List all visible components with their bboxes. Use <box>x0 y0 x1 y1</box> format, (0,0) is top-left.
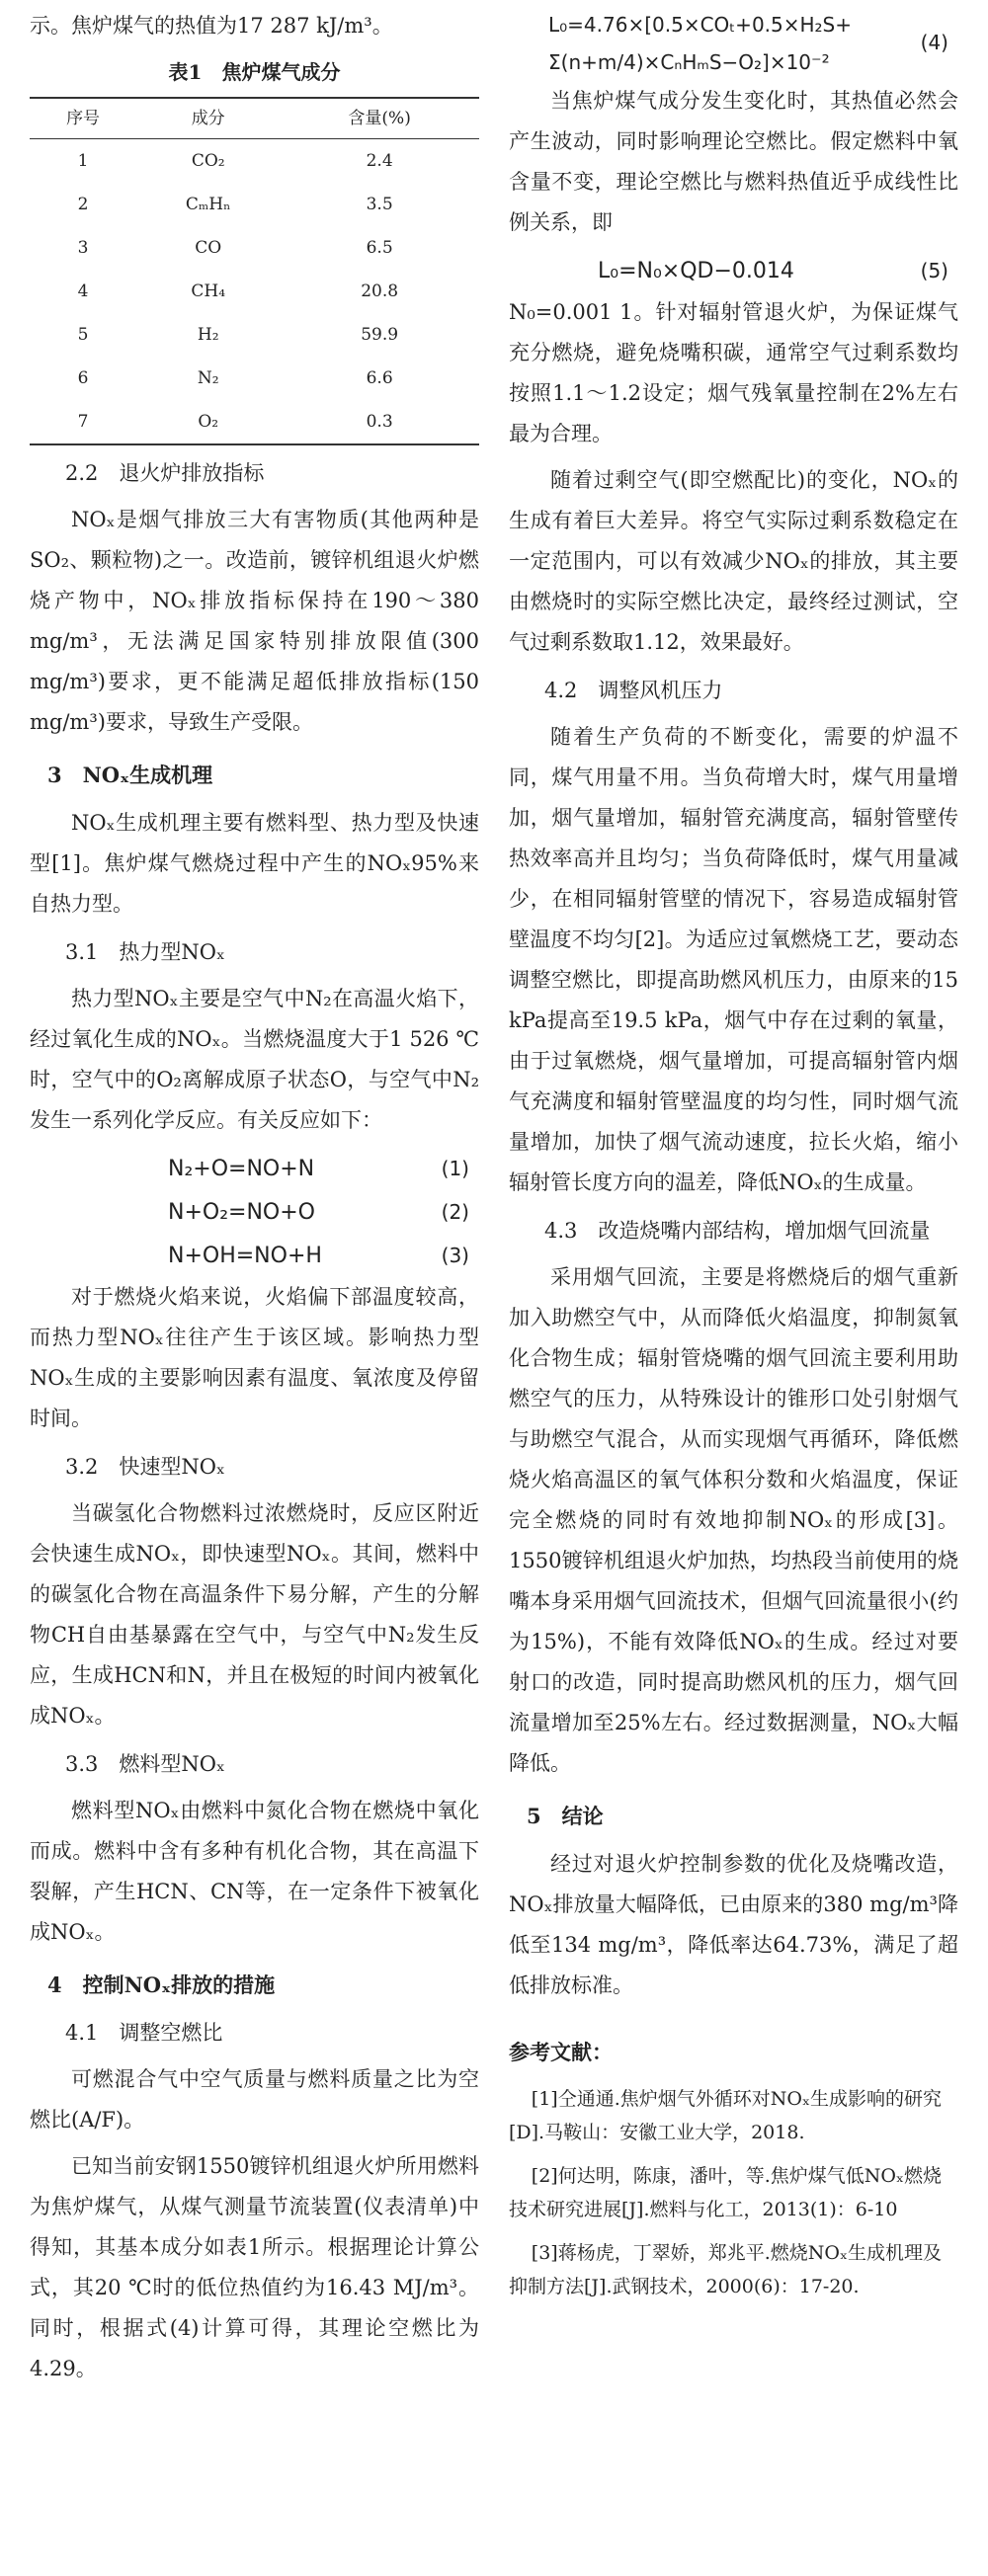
section-3-1-paragraph-2: 对于燃烧火焰来说，火焰偏下部温度较高，而热力型NOₓ往往产生于该区域。影响热力型NOₓ生成的主要影响因素有温度、氧浓度及停留时间。 <box>30 1285 479 1430</box>
equation-1-body: N₂+O=NO+N <box>168 1156 315 1181</box>
section-4-2-heading: 4.2 调整风机压力 <box>544 679 723 702</box>
table-cell: 7 <box>30 400 136 444</box>
equation-2 <box>30 1190 479 1234</box>
section-5-heading: 5 结论 <box>527 1804 604 1828</box>
right-column <box>509 6 958 2311</box>
table-cell: CO₂ <box>191 151 225 171</box>
equation-1 <box>30 1147 479 1190</box>
section-4-2-paragraph: 随着生产负荷的不断变化，需要的炉温不同，煤气用量不用。当负荷增大时，煤气用量增加，烟气量增加，辐射管充满度高，辐射管壁传热效率高并且均匀；当负荷降低时，煤气用量减少，在相同辐射管壁的情况下，容易造成辐射管壁温度不均匀[2]。为适应过氧燃烧工艺，要动态调整空燃比，即提高助燃风机压力，由原来的15 kPa提高至19.5 kPa，烟气中存在过剩的氧量，由于过氧燃烧，烟气量增加，可提高辐射管内烟气充满度和辐射管壁温度的均匀性，同时烟气流量增加，加快了烟气流动速度，拉长火焰，缩小辐射管长度方向的温差，降低NOₓ的生成量。 <box>509 725 958 1194</box>
table-header: 含量(%) <box>280 98 479 139</box>
left-column <box>30 6 479 2395</box>
table-row <box>30 270 479 313</box>
equation-3-number: (3) <box>441 1243 469 1267</box>
section-4-1-paragraph-5: 随着过剩空气(即空燃配比)的变化，NOₓ的生成有着巨大差异。将空气实际过剩系数稳定在一定范围内，可以有效减少NOₓ的排放，其主要由燃烧时的实际空燃比决定，最终经过测试，空气过剩系数取1.12，效果最好。 <box>509 468 958 654</box>
table-cell: 59.9 <box>361 325 399 345</box>
equation-2-body: N+O₂=NO+O <box>168 1199 315 1225</box>
table-cell: CₘHₙ <box>185 195 231 214</box>
intro-line: 示。焦炉煤气的热值为17 287 kJ/m³。 <box>30 14 393 38</box>
section-4-1-heading: 4.1 调整空燃比 <box>65 2021 223 2045</box>
table-cell: CH₄ <box>191 282 226 301</box>
table-cell: 6 <box>77 368 89 388</box>
section-3-2-heading: 3.2 快速型NOₓ <box>65 1455 225 1479</box>
section-4-heading: 4 控制NOₓ排放的措施 <box>47 1972 276 1997</box>
table-cell: 6.6 <box>366 368 393 388</box>
table-row <box>30 313 479 357</box>
equation-1-number: (1) <box>441 1156 469 1180</box>
equation-4-line-2: Σ(n+m/4)×CₙHₘS−O₂]×10⁻² <box>548 50 830 74</box>
reference-item: [2]何达明，陈康，潘叶，等.焦炉煤气低NOₓ燃烧技术研究进展[J].燃料与化工，2013(1)：6-10 <box>509 2165 943 2220</box>
equation-4-line-1: L₀=4.76×[0.5×COₜ+0.5×H₂S+ <box>548 13 853 37</box>
equation-3 <box>30 1234 479 1277</box>
section-3-1-heading: 3.1 热力型NOₓ <box>65 940 225 964</box>
table-cell: O₂ <box>136 400 280 444</box>
table-row <box>30 183 479 226</box>
section-3-3-heading: 3.3 燃料型NOₓ <box>65 1752 225 1776</box>
equation-2-number: (2) <box>441 1199 469 1224</box>
section-2-2-paragraph: NOₓ是烟气排放三大有害物质(其他两种是SO₂、颗粒物)之一。改造前，镀锌机组退火炉燃烧产物中，NOₓ排放指标保持在190～380 mg/m³，无法满足国家特别排放限值(300 mg/m³)要求，更不能满足超低排放指标(150 mg/m³)要求，导致生产受限。 <box>30 508 479 734</box>
table-header: 成分 <box>136 98 280 139</box>
table-cell: 1 <box>77 151 89 171</box>
table-header: 序号 <box>30 98 136 139</box>
table-cell: 5 <box>77 325 89 345</box>
section-4-1-paragraph-4: N₀=0.001 1。针对辐射管退火炉，为保证煤气充分燃烧，避免烧嘴积碳，通常空气过剩系数均按照1.1～1.2设定；烟气残氧量控制在2%左右最为合理。 <box>509 300 958 445</box>
gas-composition-table <box>30 97 479 445</box>
table-cell: 6.5 <box>366 238 393 258</box>
table-row <box>30 400 479 444</box>
section-2-2-heading: 2.2 退火炉排放指标 <box>65 461 265 485</box>
section-3-3-paragraph: 燃料型NOₓ由燃料中氮化合物在燃烧中氧化而成。燃料中含有多种有机化合物，其在高温下裂解，产生HCN、CN等，在一定条件下被氧化成NOₓ。 <box>30 1799 479 1944</box>
equation-4 <box>509 6 958 81</box>
equation-4-number: (4) <box>920 31 948 54</box>
equation-5-body: L₀=N₀×QD−0.014 <box>598 258 794 283</box>
table-title: 表1 焦炉煤气成分 <box>168 60 341 84</box>
section-4-1-paragraph-2: 已知当前安钢1550镀锌机组退火炉所用燃料为焦炉煤气，从煤气测量节流装置(仪表清单)中得知，其基本成分如表1所示。根据理论计算公式，其20 ℃时的低位热值约为16.43 MJ/m³。同时，根据式(4)计算可得，其理论空燃比为4.29。 <box>30 2154 479 2380</box>
table-cell: N₂ <box>197 368 219 388</box>
section-4-3-heading: 4.3 改造烧嘴内部结构，增加烟气回流量 <box>544 1219 931 1243</box>
table-header-row <box>30 98 479 139</box>
section-3-2-paragraph: 当碳氢化合物燃料过浓燃烧时，反应区附近会快速生成NOₓ，即快速型NOₓ。其间，燃料中的碳氢化合物在高温条件下易分解，产生的分解物CH自由基暴露在空气中，与空气中N₂发生反应，生成HCN和N，并且在极短的时间内被氧化成NOₓ。 <box>30 1501 479 1728</box>
table-row <box>30 357 479 400</box>
reference-item: [3]蒋杨虎，丁翠娇，郑兆平.燃烧NOₓ生成机理及抑制方法[J].武钢技术，2000(6)：17-20. <box>509 2242 943 2297</box>
table-cell: 3.5 <box>366 195 393 214</box>
section-3-paragraph: NOₓ生成机理主要有燃料型、热力型及快速型[1]。焦炉煤气燃烧过程中产生的NOₓ95%来自热力型。 <box>30 811 479 916</box>
table-cell: 2.4 <box>366 151 393 171</box>
section-3-heading: 3 NOₓ生成机理 <box>47 763 213 787</box>
table-cell: 0.3 <box>280 400 479 444</box>
section-4-1-paragraph-3: 当焦炉煤气成分发生变化时，其热值必然会产生波动，同时影响理论空燃比。假定燃料中氧含量不变，理论空燃比与燃料热值近乎成线性比例关系，即 <box>509 89 958 234</box>
table-row <box>30 226 479 270</box>
table-cell: 4 <box>77 282 89 301</box>
table-cell: 2 <box>77 195 89 214</box>
section-5-paragraph: 经过对退火炉控制参数的优化及烧嘴改造，NOₓ排放量大幅降低，已由原来的380 mg/m³降低至134 mg/m³，降低率达64.73%，满足了超低排放标准。 <box>509 1852 958 1997</box>
table-cell: CO <box>195 238 222 258</box>
section-4-1-paragraph: 可燃混合气中空气质量与燃料质量之比为空燃比(A/F)。 <box>30 2067 479 2132</box>
table-row <box>30 139 479 184</box>
section-3-1-paragraph: 热力型NOₓ主要是空气中N₂在高温火焰下，经过氧化生成的NOₓ。当燃烧温度大于1 526 ℃时，空气中的O₂离解成原子状态O，与空气中N₂发生一系列化学反应。有关反应如下： <box>30 987 479 1132</box>
section-4-3-paragraph: 采用烟气回流，主要是将燃烧后的烟气重新加入助燃空气中，从而降低火焰温度，抑制氮氧化合物生成；辐射管烧嘴的烟气回流主要利用助燃空气的压力，从特殊设计的锥形口处引射烟气与助燃空气混合，从而实现烟气再循环，降低燃烧火焰高温区的氧气体积分数和火焰温度，保证完全燃烧的同时有效地抑制NOₓ的形成[3]。1550镀锌机组退火炉加热，均热段当前使用的烧嘴本身采用烟气回流技术，但烟气回流量很小(约为15%)，不能有效降低NOₓ的生成。经过对要射口的改造，同时提高助燃风机的压力，烟气回流量增加至25%左右。经过数据测量，NOₓ大幅降低。 <box>509 1265 958 1775</box>
table-cell: 3 <box>77 238 89 258</box>
equation-5 <box>509 249 958 292</box>
table-cell: 20.8 <box>361 282 399 301</box>
equation-3-body: N+OH=NO+H <box>168 1243 322 1268</box>
table-cell: H₂ <box>197 325 219 345</box>
equation-5-number: (5) <box>920 258 948 282</box>
references-heading: 参考文献： <box>509 2040 613 2064</box>
reference-item: [1]仝通通.焦炉烟气外循环对NOₓ生成影响的研究[D].马鞍山：安徽工业大学，2018. <box>509 2088 943 2143</box>
